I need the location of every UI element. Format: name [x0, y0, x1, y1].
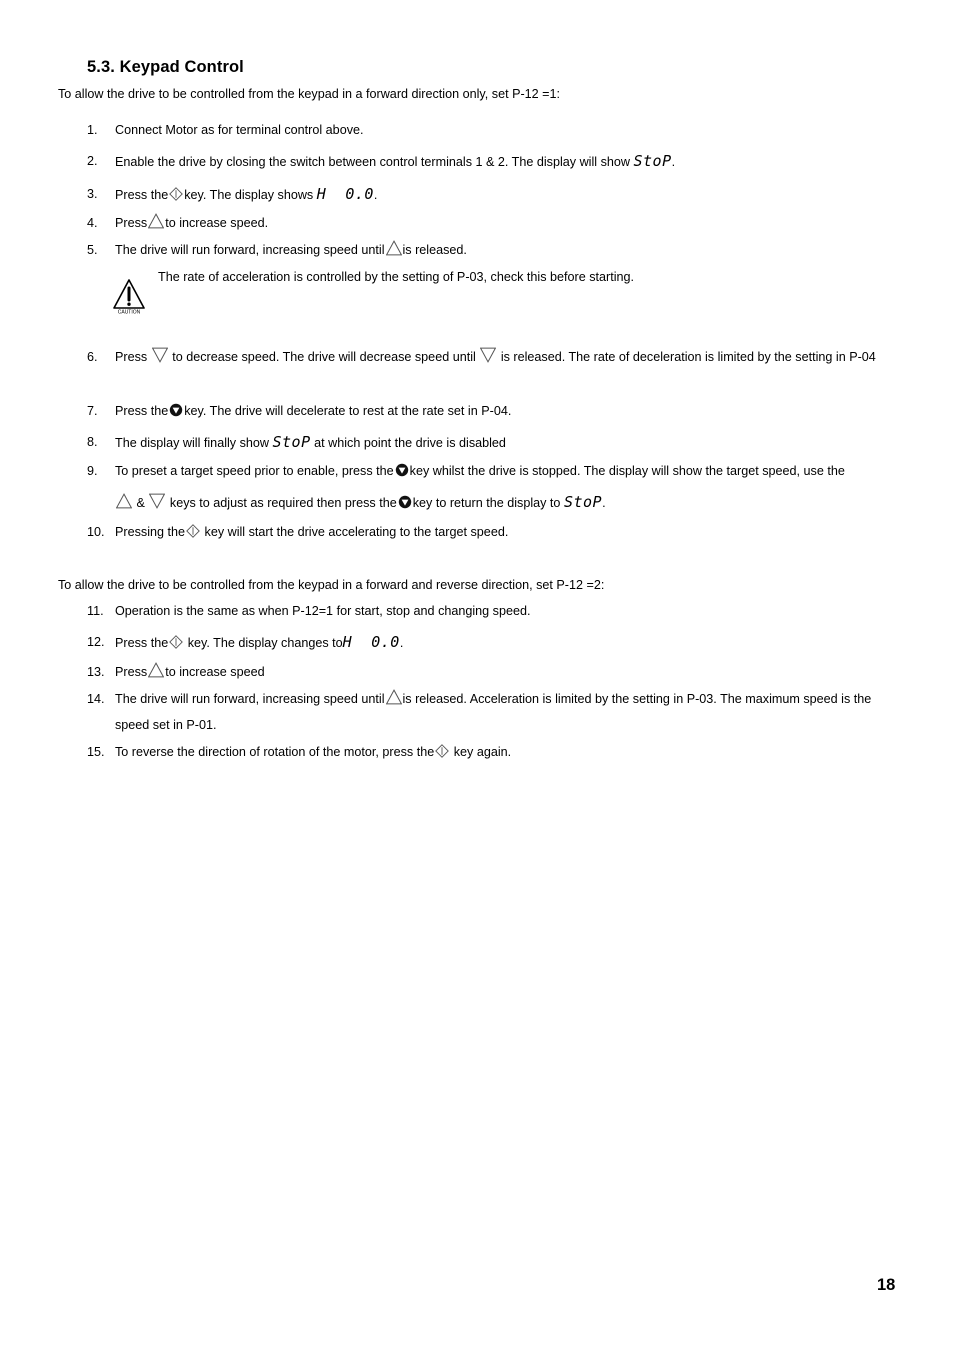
list-item: [87, 398, 893, 424]
start-key-icon: [435, 744, 449, 758]
list-number: 15.: [87, 745, 105, 759]
down-arrow-key-icon: [149, 493, 165, 509]
list-text: to increase speed: [165, 665, 265, 679]
list-text: at which point the drive is disabled: [314, 436, 506, 450]
list-item: [87, 659, 893, 685]
up-arrow-key-icon: [116, 493, 132, 509]
display-stop-readout: StoP: [633, 152, 672, 170]
list-text: The drive will run forward, increasing speed until: [115, 692, 385, 706]
list-item: [87, 181, 893, 208]
list-text: Press: [115, 665, 148, 679]
list-text: Connect Motor as for terminal control above.: [115, 123, 364, 137]
list-item: [87, 237, 893, 263]
list-text: key will start the drive accelerating to the target speed.: [204, 525, 509, 539]
list-item: [87, 598, 893, 624]
list-text: .: [671, 155, 676, 169]
down-arrow-key-icon: [152, 347, 168, 363]
list-text: key. The drive will decelerate to rest at the rate set in P-04.: [184, 404, 512, 418]
list-text: key to return the display to: [412, 496, 561, 510]
list-number: 1.: [87, 123, 98, 137]
list-item: [87, 686, 893, 738]
list-number: 6.: [87, 350, 98, 364]
list-text: keys to adjust as required then press the: [169, 496, 397, 510]
list-text: key. The display shows: [184, 188, 314, 202]
list-text: Press: [115, 350, 148, 364]
list-text: To reverse the direction of rotation of the motor, press the: [115, 745, 435, 759]
list-item: [87, 117, 893, 143]
list-number: 5.: [87, 243, 98, 257]
list-text: Press the: [115, 404, 169, 418]
list-text: The drive will run forward, increasing speed until: [115, 243, 385, 257]
up-arrow-key-icon: [386, 240, 402, 256]
list-text: Pressing the: [115, 525, 186, 539]
list-text: key. The display changes to: [187, 636, 343, 650]
list-text: key whilst the drive is stopped. The display will show the target speed, use the: [409, 464, 845, 478]
display-stop-readout: StoP: [563, 493, 603, 511]
list-text: Operation is the same as when P-12=1 for start, stop and changing speed.: [115, 604, 531, 618]
list-number: 13.: [87, 665, 105, 679]
list-text: key again.: [453, 745, 512, 759]
stop-key-icon: [169, 403, 183, 417]
start-key-icon: [169, 187, 183, 201]
list-number: 3.: [87, 187, 98, 201]
intro-forward-reverse: To allow the drive to be controlled from the keypad in a forward and reverse direction, set P-12 =2:: [58, 578, 605, 592]
down-arrow-key-icon: [480, 347, 496, 363]
list-text: Press the: [115, 188, 169, 202]
list-text: .: [399, 636, 404, 650]
list-text: is released.: [402, 243, 467, 257]
list-number: 7.: [87, 404, 98, 418]
list-number: 8.: [87, 435, 98, 449]
list-text: The display will finally show: [115, 436, 269, 450]
list-text: Press: [115, 216, 148, 230]
list-item: [87, 210, 893, 236]
list-item: [87, 458, 893, 484]
page-number: 18: [877, 1276, 896, 1294]
up-arrow-key-icon: [386, 689, 402, 705]
list-text: to increase speed.: [165, 216, 269, 230]
list-item: [87, 519, 893, 545]
list-item: [87, 629, 893, 656]
list-text: &: [136, 496, 145, 510]
list-number: 10.: [87, 525, 105, 539]
list-text: Enable the drive by closing the switch between control terminals 1 & 2. The display will show: [115, 155, 630, 169]
list-text: .: [373, 188, 378, 202]
intro-forward-only: To allow the drive to be controlled from the keypad in a forward direction only, set P-12 =1:: [58, 87, 561, 101]
start-key-icon: [169, 635, 183, 649]
list-text: Press the: [115, 636, 169, 650]
stop-key-icon: [398, 495, 412, 509]
display-h-readout: H 0.0: [342, 633, 400, 651]
list-item: [87, 739, 893, 765]
list-number: 9.: [87, 464, 98, 478]
list-text: .: [602, 496, 606, 510]
list-item: [87, 344, 893, 370]
list-text: To preset a target speed prior to enable, press the: [115, 464, 394, 478]
list-text: is released. Acceleration is limited by the setting in P-03. The maximum speed is the speed set in P-01.: [115, 692, 872, 732]
list-text: is released. The rate of deceleration is limited by the setting in P-04: [500, 350, 876, 364]
display-stop-readout: StoP: [272, 433, 311, 451]
stop-key-icon: [395, 463, 409, 477]
list-number: 11.: [87, 604, 104, 618]
up-arrow-key-icon: [148, 213, 164, 229]
up-arrow-key-icon: [148, 662, 164, 678]
list-number: 4.: [87, 216, 98, 230]
start-key-icon: [186, 524, 200, 538]
list-item: [87, 148, 893, 175]
caution-label: CAUTION: [117, 309, 141, 316]
display-h-readout: H 0.0: [316, 185, 374, 203]
section-heading: 5.3. Keypad Control: [87, 58, 244, 76]
list-number: 14.: [87, 692, 105, 706]
list-number: 2.: [87, 154, 98, 168]
list-text: to decrease speed. The drive will decrease speed until: [172, 350, 476, 364]
list-item-continuation: [115, 489, 606, 516]
caution-note: The rate of acceleration is controlled by the setting of P-03, check this before starting.: [158, 270, 635, 284]
list-item: [87, 429, 893, 456]
caution-warning-icon: [113, 278, 147, 316]
list-number: 12.: [87, 635, 105, 649]
